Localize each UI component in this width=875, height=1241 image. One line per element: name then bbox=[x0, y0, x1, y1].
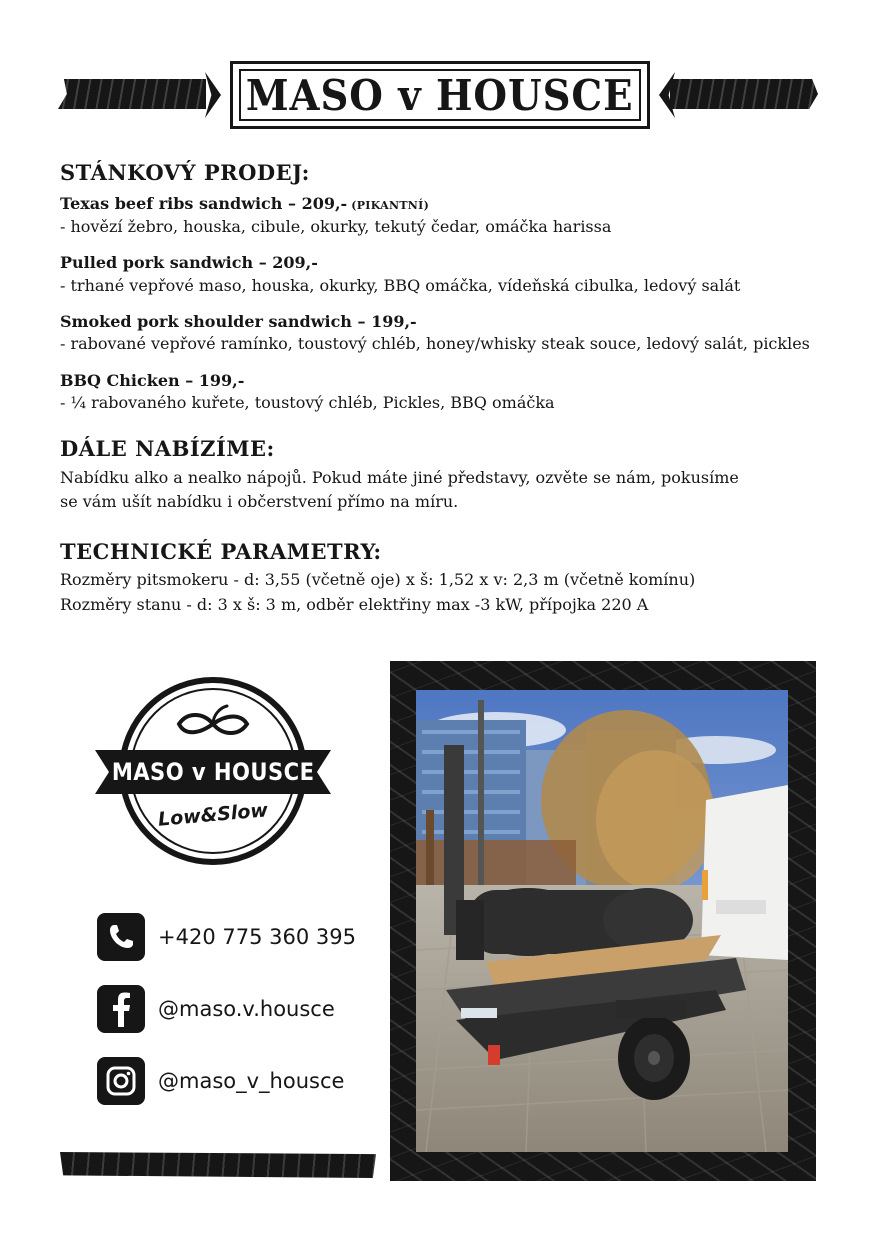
section-title-stall: STÁNKOVÝ PRODEJ: bbox=[60, 160, 310, 185]
tech-text bbox=[60, 568, 820, 618]
menu-item-desc: - ¼ rabovaného kuřete, toustový chléb, Pickles, BBQ omáčka bbox=[60, 393, 555, 413]
photo-frame bbox=[390, 661, 816, 1181]
contact-phone[interactable] bbox=[97, 913, 356, 961]
menu-item bbox=[60, 193, 820, 238]
more-text-line1: Nabídku alko a nealko nápojů. Pokud máte jiné představy, ozvěte se nám, pokusíme bbox=[60, 467, 739, 487]
header-stripe-right bbox=[670, 79, 818, 109]
bottom-stripe bbox=[60, 1152, 376, 1178]
tech-text-line1: Rozměry pitsmokeru - d: 3,55 (včetně oje) x š: 1,52 x v: 2,3 m (včetně komínu) bbox=[60, 570, 696, 590]
contact-instagram[interactable] bbox=[97, 1057, 356, 1105]
section-title-tech: TECHNICKÉ PARAMETRY: bbox=[60, 539, 382, 565]
tech-text-line2: Rozměry stanu - d: 3 x š: 3 m, odběr elektřiny max -3 kW, přípojka 220 A bbox=[60, 595, 649, 615]
more-text bbox=[60, 466, 820, 516]
menu-item bbox=[60, 252, 820, 297]
menu-item-desc: - trhané vepřové maso, houska, okurky, BBQ omáčka, vídeňská cibulka, ledový salát bbox=[60, 275, 741, 295]
menu-item-desc: - rabované vepřové ramínko, toustový chléb, honey/whisky steak souce, ledový salát, pickles bbox=[60, 334, 810, 354]
menu-item-desc: - hovězí žebro, houska, cibule, okurky, tekutý čedar, omáčka harissa bbox=[60, 216, 612, 236]
menu-item-name: Smoked pork shoulder sandwich – 199,- bbox=[60, 311, 417, 331]
contact-list bbox=[97, 913, 356, 1129]
header-banner bbox=[58, 58, 818, 132]
logo-slogan: Low&Slow bbox=[157, 799, 269, 831]
page-title: MASO v HOUSCE bbox=[246, 70, 634, 120]
instagram-handle: @maso_v_housce bbox=[158, 1069, 345, 1093]
menu-item bbox=[60, 370, 820, 415]
contact-facebook[interactable] bbox=[97, 985, 356, 1033]
phone-number: +420 775 360 395 bbox=[158, 925, 356, 949]
section-title-more: DÁLE NABÍZÍME: bbox=[60, 436, 275, 462]
phone-icon bbox=[97, 913, 145, 961]
smoker-trailer-photo bbox=[416, 690, 788, 1152]
facebook-icon bbox=[97, 985, 145, 1033]
header-title-box bbox=[230, 61, 650, 129]
menu-item-tag: (PIKANTNÍ) bbox=[351, 199, 430, 213]
header-stripe-left bbox=[58, 79, 206, 109]
facebook-handle: @maso.v.housce bbox=[158, 997, 335, 1021]
brand-logo bbox=[95, 676, 331, 866]
more-text-line2: se vám ušít nabídku i občerstvení přímo na míru. bbox=[60, 492, 459, 512]
instagram-icon bbox=[97, 1057, 145, 1105]
menu-item-name: Pulled pork sandwich – 209,- bbox=[60, 252, 318, 272]
menu-item-name: Texas beef ribs sandwich – 209,- bbox=[60, 194, 348, 214]
menu-item-name: BBQ Chicken – 199,- bbox=[60, 370, 245, 390]
menu-item bbox=[60, 311, 820, 356]
menu-content bbox=[60, 160, 820, 618]
logo-name: MASO v HOUSCE bbox=[111, 758, 315, 786]
